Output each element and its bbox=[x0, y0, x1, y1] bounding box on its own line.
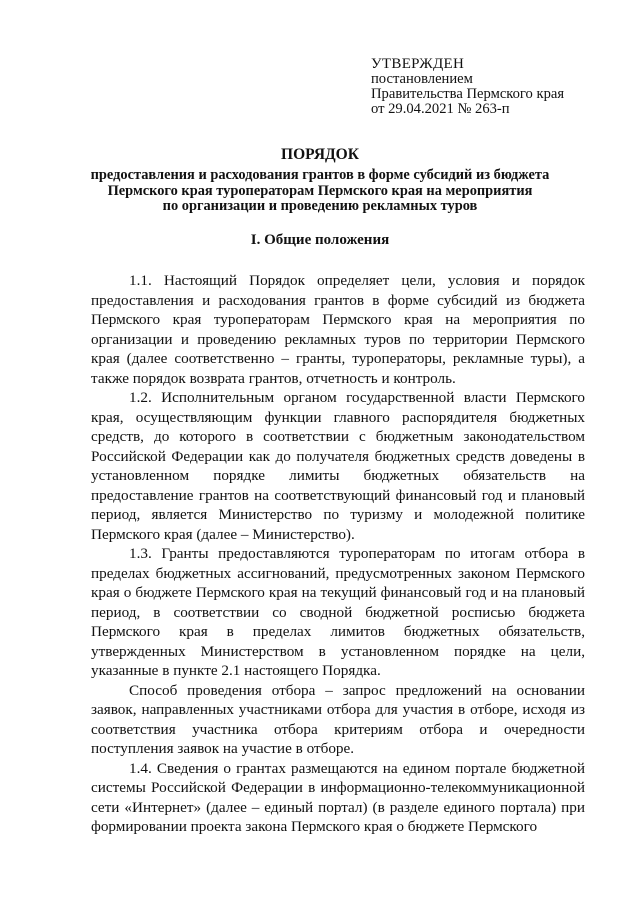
paragraph-1-2: 1.2. Исполнительным органом государственной власти Пермского края, осуществляющим функции главного распорядителя бюджетных средств, до которого в соответствии с бюджетным законодательством Российской Федерации как до получателя бюджетных средств доведены в установленном порядке лимиты бюджетных обязательств на предоставление грантов на соответствующий финансовый год и плановый период, является Министерство по туризму и молодежной политике Пермского края (далее – Министерство). bbox=[91, 389, 585, 543]
document-subtitle bbox=[0, 168, 640, 215]
subtitle-line-1: предоставления и расходования грантов в форме субсидий из бюджета bbox=[90, 167, 550, 183]
approval-block bbox=[371, 57, 631, 117]
approval-line-1: постановлением bbox=[371, 71, 473, 87]
approval-line-2: Правительства Пермского края bbox=[371, 86, 565, 102]
paragraph-1-1: 1.1. Настоящий Порядок определяет цели, условия и порядок предоставления и расходования грантов в форме субсидий из бюджета Пермского края туроператорам Пермского края на мероприятия по организации и проведению рекламных туров по территории Пермского края (далее соответственно – гранты, туроператоры, рекламные туры), а также порядок возврата грантов, отчетность и контроль. bbox=[91, 272, 585, 387]
document-title: ПОРЯДОК bbox=[281, 146, 359, 163]
document-body bbox=[91, 271, 585, 837]
subtitle-line-3: по организации и проведению рекламных туров bbox=[162, 198, 478, 214]
paragraph-selection-method: Способ проведения отбора – запрос предложений на основании заявок, направленных участниками отбора для участия в отборе, исходя из соответствия участника отбора критериям отбора и очередности поступления заявок на участие в отборе. bbox=[91, 681, 585, 757]
approval-heading: УТВЕРЖДЕН bbox=[371, 56, 465, 72]
paragraph-1-3: 1.3. Гранты предоставляются туроператорам по итогам отбора в пределах бюджетных ассигнований, предусмотренных законом Пермского края о бюджете Пермского края на текущий финансовый год и на плановый период, в соответствии со сводной бюджетной росписью бюджета Пермского края в пределах лимитов бюджетных обязательств, утвержденных Министерством в установленном порядке на цели, указанные в пункте 2.1 настоящего Порядка. bbox=[91, 545, 585, 679]
approval-line-3: от 29.04.2021 № 263-п bbox=[371, 101, 510, 117]
paragraph-1-4: 1.4. Сведения о грантах размещаются на едином портале бюджетной системы Российской Федерации в информационно-телекоммуникационной сети «Интернет» (далее – единый портал) (в разделе единого портала) при формировании проекта закона Пермского края о бюджете Пермского bbox=[91, 759, 585, 835]
section-heading: I. Общие положения bbox=[250, 232, 390, 248]
subtitle-line-2: Пермского края туроператорам Пермского края на мероприятия bbox=[107, 182, 533, 199]
